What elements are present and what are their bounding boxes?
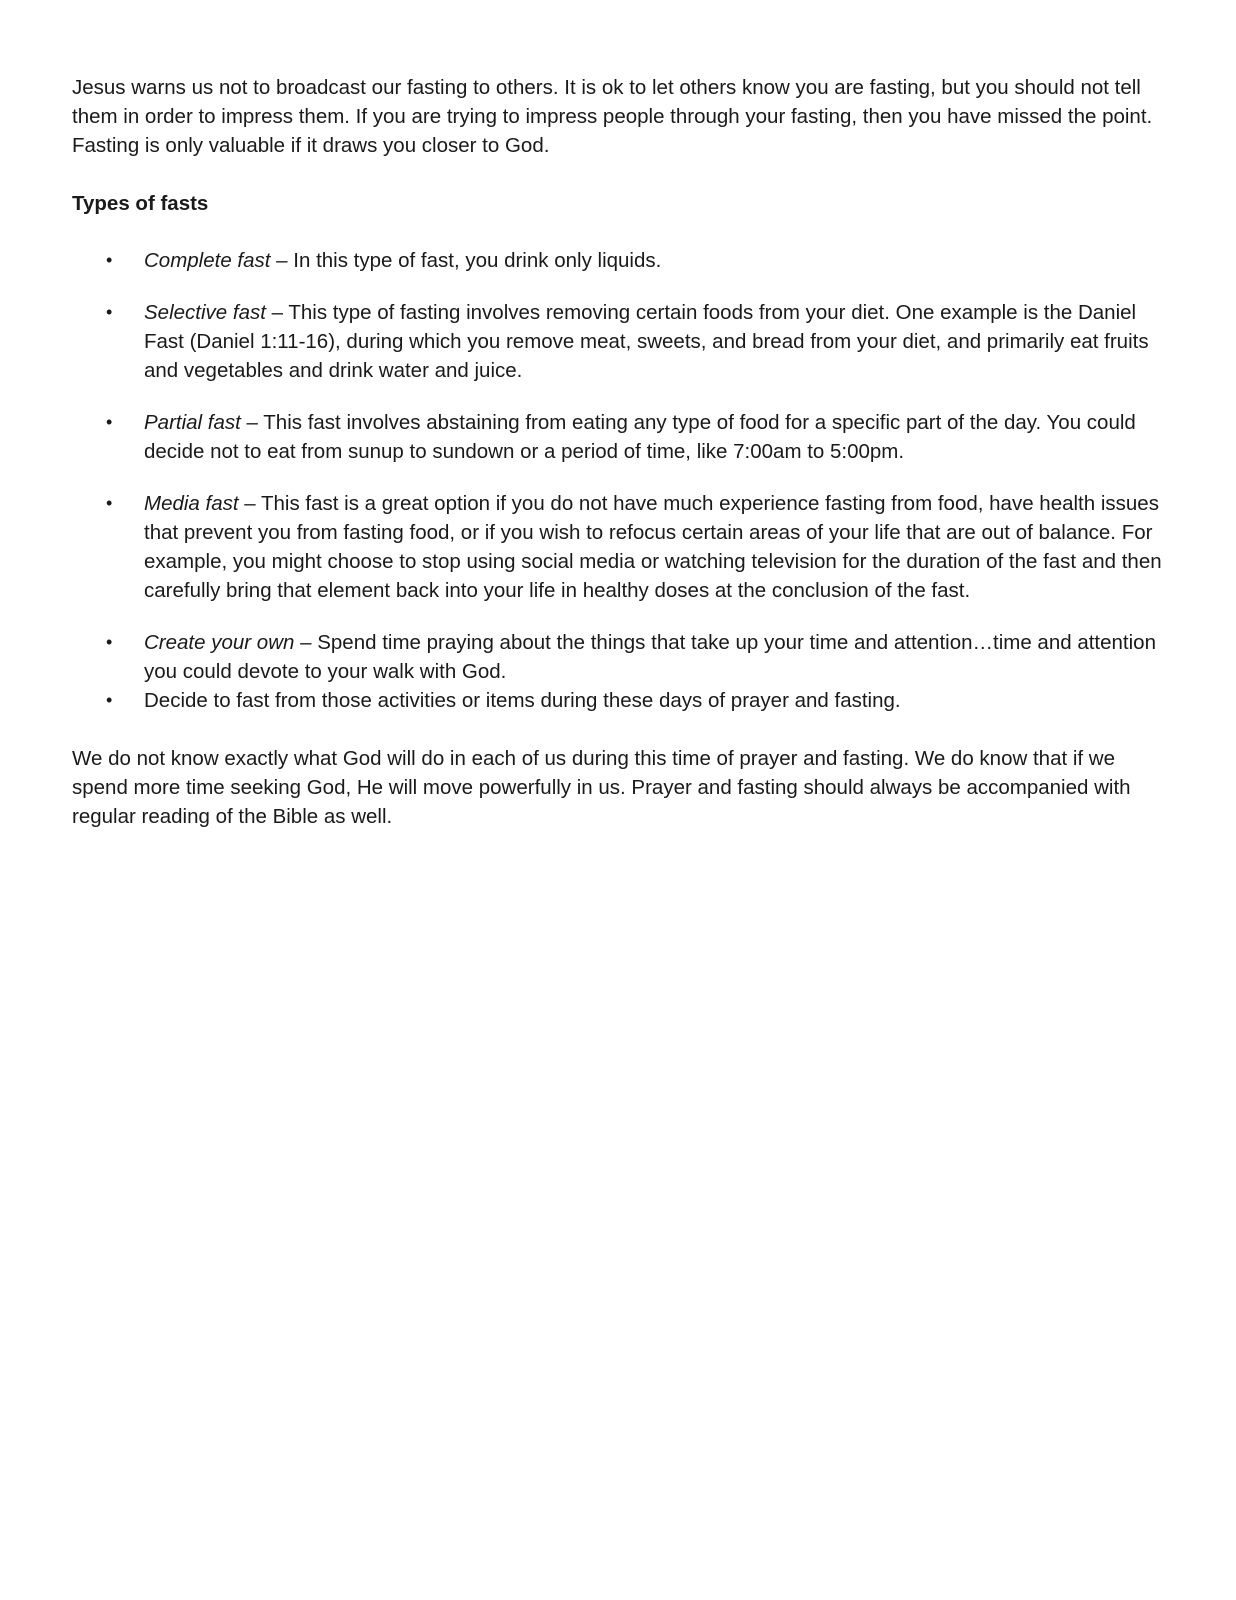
- fast-types-list: [72, 246, 1162, 715]
- fast-term: Selective fast: [144, 301, 266, 324]
- bullet-icon: •: [106, 250, 113, 270]
- closing-paragraph: We do not know exactly what God will do in each of us during this time of prayer and fasting. We do know that if we spend more time seeking God, He will move powerfully in us. Prayer and fasting should always be accompanied with regular reading of the Bible as well.: [72, 747, 1131, 828]
- fast-description: – This fast involves abstaining from eating any type of food for a specific part of the day. You could decide not to eat from sunup to sundown or a period of time, like 7:00am to 5:00pm.: [144, 411, 1136, 463]
- list-item: [72, 489, 1162, 605]
- document-page: [72, 73, 1162, 831]
- bullet-icon: •: [106, 632, 113, 652]
- fast-term: Media fast: [144, 492, 239, 515]
- bullet-icon: •: [106, 690, 113, 710]
- fast-term: Partial fast: [144, 411, 241, 434]
- fast-description: – In this type of fast, you drink only liquids.: [270, 249, 662, 272]
- list-item: [72, 408, 1162, 466]
- list-item: [72, 246, 1162, 275]
- fast-description: Decide to fast from those activities or items during these days of prayer and fasting.: [144, 689, 901, 712]
- fast-description: – This fast is a great option if you do not have much experience fasting from food, have health issues that prevent you from fasting food, or if you wish to refocus certain areas of your life that are out of balance. For example, you might choose to stop using social media or watching television for the duration of the fast and then carefully bring that element back into your life in healthy doses at the conclusion of the fast.: [144, 492, 1162, 602]
- fast-term: Create your own: [144, 631, 295, 654]
- list-item: [72, 298, 1162, 385]
- fast-description: – This type of fasting involves removing certain foods from your diet. One example is the Daniel Fast (Daniel 1:11-16), during which you remove meat, sweets, and bread from your diet, and primarily eat fruits and vegetables and drink water and juice.: [144, 301, 1149, 382]
- fast-description: – Spend time praying about the things that take up your time and attention…time and attention you could devote to your walk with God.: [144, 631, 1156, 683]
- bullet-icon: •: [106, 412, 113, 432]
- list-item: [72, 628, 1162, 686]
- list-item: [72, 686, 1162, 715]
- bullet-icon: •: [106, 493, 113, 513]
- intro-paragraph: Jesus warns us not to broadcast our fasting to others. It is ok to let others know you are fasting, but you should not tell them in order to impress them. If you are trying to impress people through your fasting, then you have missed the point. Fasting is only valuable if it draws you closer to God.: [72, 76, 1153, 157]
- bullet-icon: •: [106, 302, 113, 322]
- fast-term: Complete fast: [144, 249, 271, 272]
- section-heading: Types of fasts: [72, 192, 209, 215]
